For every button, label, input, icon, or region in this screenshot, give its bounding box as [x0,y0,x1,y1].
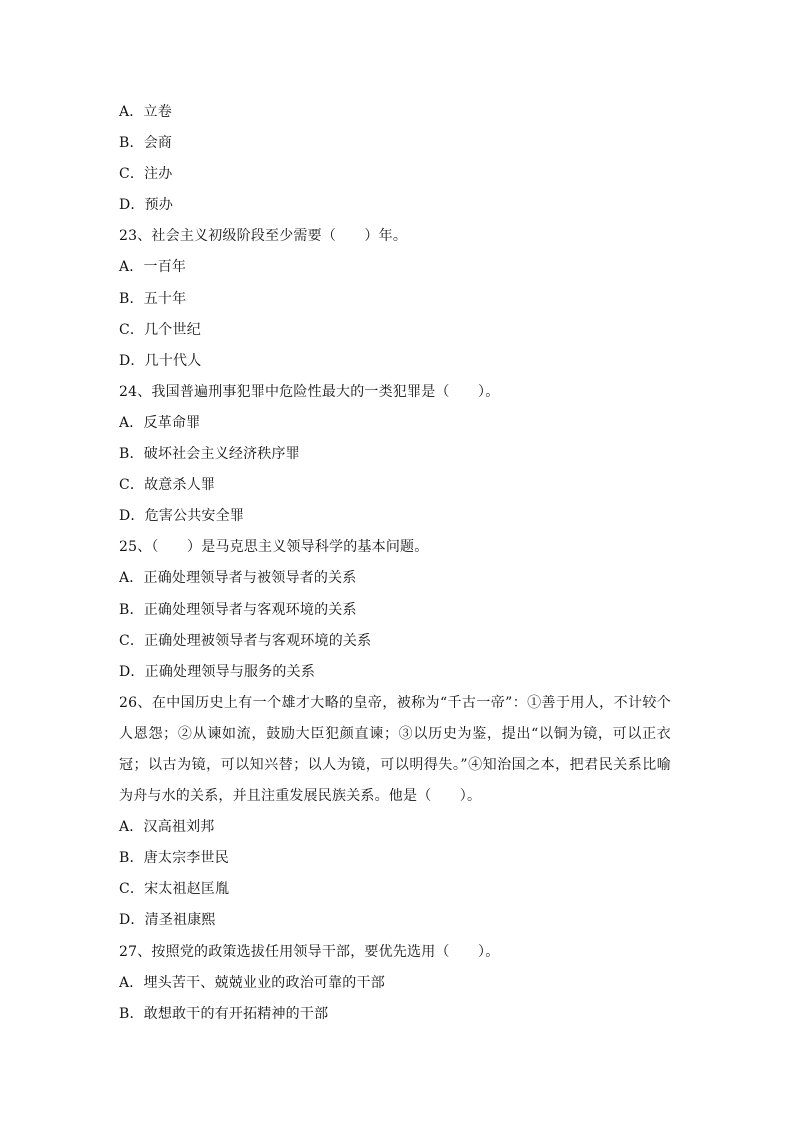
option-24-a: A．反革命罪 [119,414,201,431]
question-23: 23、社会主义初级阶段至少需要（ ）年。 [119,228,408,245]
question-26: 26、在中国历史上有一个雄才大略的皇帝，被称为“千古一帝”：①善于用人，不计较个人恩怨；②从谏如流，鼓励大臣犯颜直谏；③以历史为鉴，提出“以铜为镜，可以正衣冠；以古为镜，可以知兴替；以人为镜，可以明得失。”④知治国之本，把君民关系比喻为舟与水的关系，并且注重发展民族关系。他是（ ）。 [119,694,671,805]
option-25-c: C．正确处理被领导者与客观环境的关系 [119,632,372,649]
option-26-d: D．清圣祖康熙 [119,912,216,929]
option-27-b: B．敢想敢干的有开拓精神的干部 [119,1005,329,1022]
option-26-c: C．宋太祖赵匡胤 [119,881,230,898]
option-25-b: B．正确处理领导者与客观环境的关系 [119,601,357,618]
question-24: 24、我国普遍刑事犯罪中危险性最大的一类犯罪是（ ）。 [119,383,500,400]
option-25-a: A．正确处理领导者与被领导者的关系 [119,570,357,587]
option-27-a: A．埋头苦干、兢兢业业的政治可靠的干部 [119,974,385,991]
option-26-b: B．唐太宗李世民 [119,850,229,867]
option-23-d: D．几十代人 [119,352,202,369]
option-23-a: A．一百年 [119,259,187,276]
option-24-d: D．危害公共安全罪 [119,508,245,525]
option-23-b: B．五十年 [119,290,187,307]
question-25: 25、（ ）是马克思主义领导科学的基本问题。 [119,539,429,556]
option-22-b: B．会商 [119,135,173,152]
question-27: 27、按照党的政策选拔任用领导干部，要优先选用（ ）。 [119,943,500,960]
option-23-c: C．几个世纪 [119,321,201,338]
option-22-a: A．立卷 [119,104,172,120]
option-22-d: D．预办 [119,197,174,214]
option-26-a: A．汉高祖刘邦 [119,819,215,836]
option-22-c: C．注办 [119,166,173,183]
option-24-b: B．破坏社会主义经济秩序罪 [119,446,300,463]
option-25-d: D．正确处理领导与服务的关系 [119,663,316,680]
question-content [119,97,679,1030]
option-24-c: C．故意杀人罪 [119,477,216,494]
